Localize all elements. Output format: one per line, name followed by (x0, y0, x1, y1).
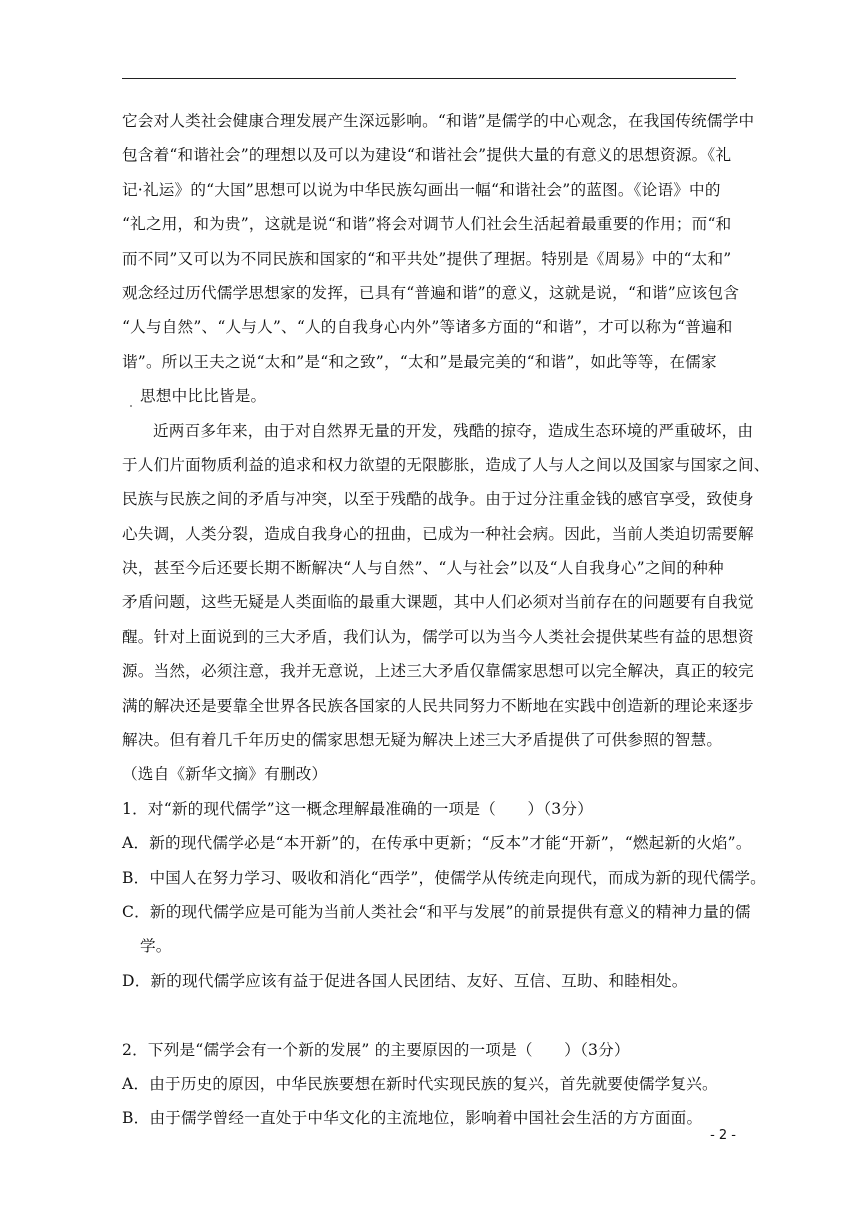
option-d: D．新的现代儒学应该有益于促进各国人民团结、友好、互信、互助、和睦相处。 (122, 971, 688, 990)
document-body (122, 104, 770, 1136)
option-a: A．由于历史的原因，中华民族要想在新时代实现民族的复兴，首先就要使儒学复兴。 (122, 1074, 718, 1093)
blank-spacer (122, 998, 740, 1032)
paragraph-harmony (122, 104, 755, 414)
text-line: “礼之用，和为贵”，这就是说“和谐”将会对调节人们社会生活起着最重要的作用；而“和 (122, 215, 732, 234)
text-line: 而不同”又可以为不同民族和国家的“和平共处”提供了理据。特别是《周易》中的“太和” (122, 249, 732, 268)
option-a: A．新的现代儒学必是“本开新”的，在传承中更新；“反本”才能“开新”，“燃起新的火焰”。 (122, 834, 752, 853)
header-rule (122, 78, 736, 79)
paragraph-contradictions (122, 414, 770, 758)
option-c-continued: 学。 (140, 937, 172, 956)
option-b: B．中国人在努力学习、吸收和消化“西学”，使儒学从传统走向现代，而成为新的现代儒学。 (122, 868, 766, 887)
text-line: 解决。但有着几千年历史的儒家思想无疑为解决上述三大矛盾提供了可供参照的智慧。 (122, 731, 723, 750)
question-stem: 1．对“新的现代儒学”这一概念理解最准确的一项是（ ）（3分） (122, 799, 594, 818)
text-line: 矛盾问题，这些无疑是人类面临的最重大课题，其中人们必须对当前存在的问题要有自我觉 (122, 593, 754, 612)
text-line: 满的解决还是要靠全世界各民族各国家的人民共同努力不断地在实践中创造新的理论来逐步 (122, 696, 754, 715)
text-line: 包含着“和谐社会”的理想以及可以为建设“和谐社会”提供大量的有意义的思想资源。《礼 (122, 146, 732, 165)
text-line: 源。当然，必须注意，我并无意说，上述三大矛盾仅靠儒家思想可以完全解决，真正的较完 (122, 662, 754, 681)
text-line: 于人们片面物质利益的追求和权力欲望的无限膨胀，造成了人与人之间以及国家与国家之间、 (122, 455, 770, 474)
text-line: 民族与民族之间的矛盾与冲突，以至于残酷的战争。由于过分注重金钱的感官享受，致使身 (122, 490, 754, 509)
text-line: 醒。针对上面说到的三大矛盾，我们认为，儒学可以为当今人类社会提供某些有益的思想资 (122, 627, 754, 646)
text-line: 它会对人类社会健康合理发展产生深远影响。“和谐”是儒学的中心观念，在我国传统儒学中 (122, 112, 755, 130)
question-2 (122, 1033, 740, 1136)
text-line: 记·礼运》的“大国”思想可以说为中华民族勾画出一幅“和谐社会”的蓝图。《论语》中的 (122, 180, 721, 199)
text-line: 心失调，人类分裂，造成自我身心的扭曲，已成为一种社会病。因此，当前人类迫切需要解 (122, 524, 754, 543)
text-line: 决，甚至今后还要长期不断解决“人与自然”、“人与社会”以及“人自我身心”之间的种种 (122, 559, 724, 578)
source-note: （选自《新华文摘》有删改） (122, 765, 328, 784)
text-line: 观念经过历代儒学思想家的发挥，已具有“普遍和谐”的意义，这就是说，“和谐”应该包含 (122, 283, 740, 302)
option-b: B．由于儒学曾经一直处于中华文化的主流地位，影响着中国社会生活的方方面面。 (122, 1109, 703, 1128)
text-line: “人与自然”、“人与人”、“人的自我身心内外”等诸多方面的“和谐”，才可以称为“普遍和 (122, 318, 733, 337)
page-number: - 2 - (710, 1128, 736, 1143)
question-stem: 2．下列是“儒学会有一个新的发展” 的主要原因的一项是（ ）（3分） (122, 1040, 630, 1059)
text-line: 思想中比比皆是。 (140, 387, 267, 406)
text-line: 谐”。所以王夫之说“太和”是“和之致”，“太和”是最完美的“和谐”，如此等等，在儒家 (122, 352, 717, 371)
text-line: 近两百多年来，由于对自然界无量的开发，残酷的掠夺，造成生态环境的严重破坏，由 (153, 421, 754, 440)
option-c: C．新的现代儒学应是可能为当前人类社会“和平与发展”的前景提供有意义的精神力量的儒 (122, 902, 751, 921)
question-1 (122, 792, 766, 998)
